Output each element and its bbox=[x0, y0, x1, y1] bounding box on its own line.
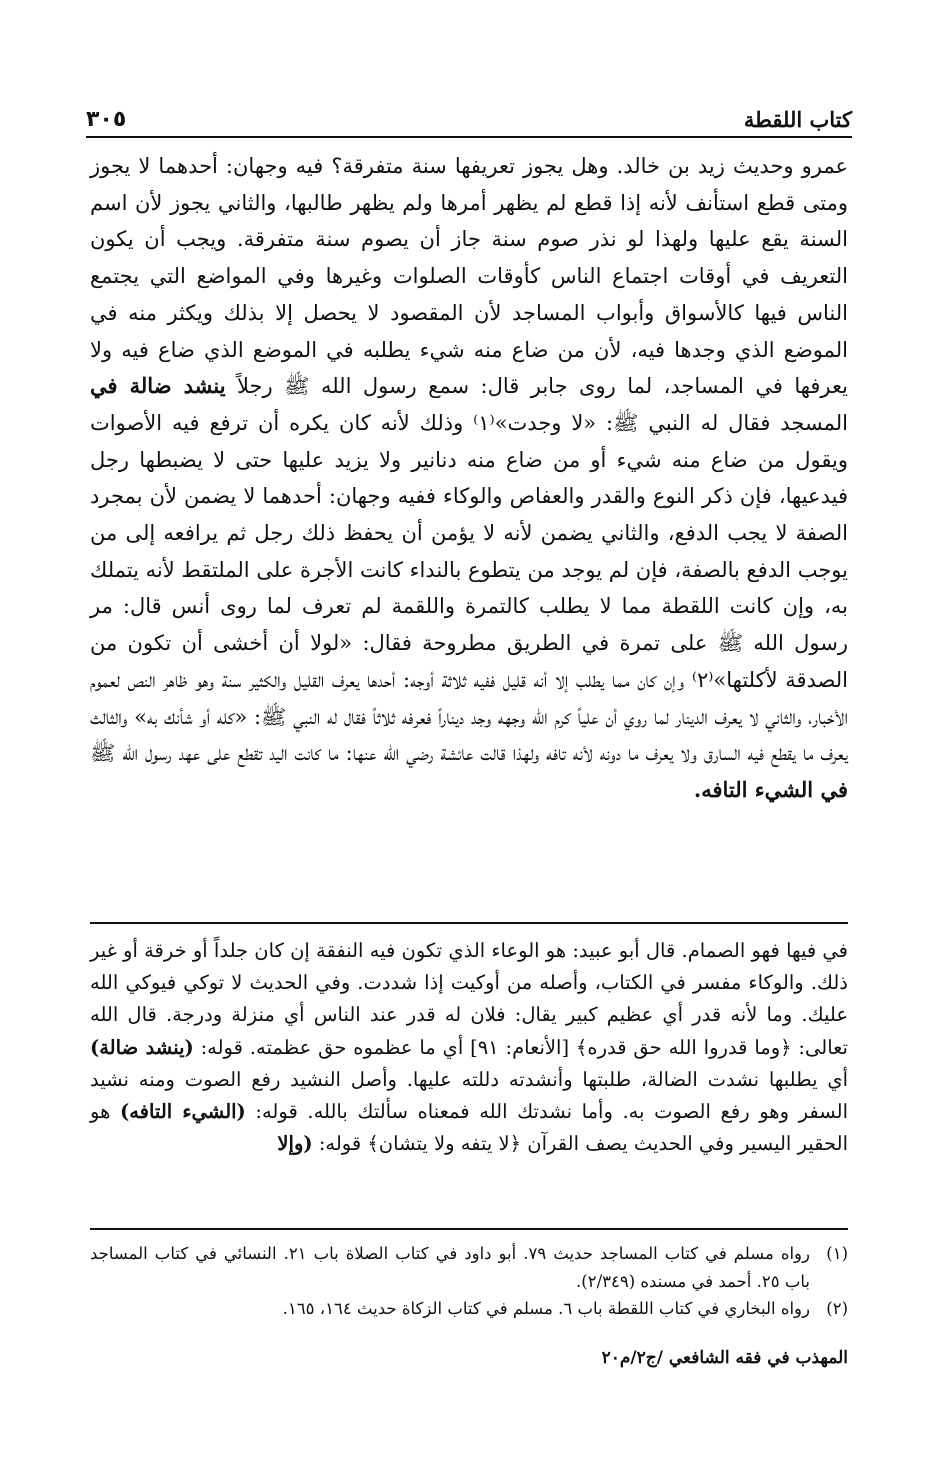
main-paragraph bbox=[90, 148, 848, 809]
main-text-part-2: المسجد فقال له النبي ﷺ: «لا وجدت»⁽١⁾ وذلك لأنه كان يكره أن ترفع فيه الأصوات ويقول من ضاع منه شيء أو من ضاع منه دنانير ولا يزيد عليها حتى لا يضبطها رجل فيدعيها، فإن ذكر النوع والقدر والعفاص والوكاء ففيه وجهان: أحدهما لا يضمن لأن بمجرد الصفة لا يجب الدفع، والثاني يضمن لأنه لا يؤمن أن يحفظ ذلك رجل ثم يرافعه إلى من يوجب الدفع بالصفة، فإن لم يوجد من يتطوع بالنداء كانت الأجرة على الملتقط لأنه يتملك به، وإن كانت اللقطة مما لا يطلب كالتمرة واللقمة لم تعرف لما روى أنس قال: مر رسول الله ﷺ على تمرة في الطريق مطروحة فقال: «لولا أن أخشى أن تكون من الصدقة لأكلتها»⁽٢⁾ وإن كان مما يطلب إلا أنه قليل ففيه ثلاثة أوجه: أحدها يعرف القليل والكثير سنة وهو ظاهر النص لعموم الأخبار، والثاني لا يعرف الدينار لما روي أن علياً كرم الله وجهه وجد ديناراً فعرفه ثلاثاً فقال له النبي ﷺ: «كله أو شأنك به» والثالث يعرف ما يقطع فيه السارق ولا يعرف ما دونه لأنه تافه ولهذا قالت عائشة رضي الله عنها: ما كانت اليد تقطع على عهد رسول الله ﷺ bbox=[90, 410, 848, 766]
commentary-bold-2: (الشيء التافه) bbox=[119, 1100, 246, 1124]
commentary-bold-3: (وإلا bbox=[277, 1132, 313, 1156]
commentary-part-3: هو الحقير اليسير وفي الحديث يصف القرآن ﴿لا يتفه ولا يتشان﴾ قوله: bbox=[90, 1100, 848, 1156]
main-text bbox=[90, 148, 848, 809]
page-header bbox=[86, 92, 852, 138]
footnote-divider bbox=[90, 1228, 848, 1230]
main-text-bold-1: ينشد ضالة في bbox=[90, 373, 226, 399]
footnote-text: رواه البخاري في كتاب اللقطة باب ٦. مسلم في كتاب الزكاة حديث ١٦٤، ١٦٥. bbox=[282, 1299, 810, 1318]
page-footer: المهذب في فقه الشافعي /ج٢/م٢٠ bbox=[601, 1348, 848, 1368]
main-text-bold-2: في الشيء التافه. bbox=[693, 776, 848, 802]
footnote-1 bbox=[90, 1240, 848, 1295]
footnotes bbox=[90, 1240, 848, 1323]
commentary-paragraph bbox=[90, 935, 848, 1160]
footnote-text: رواه مسلم في كتاب المساجد حديث ٧٩. أبو داود في كتاب الصلاة باب ٢١. النسائي في كتاب المساجد باب ٢٥. أحمد في مسنده (٢/٣٤٩). bbox=[90, 1244, 810, 1291]
footnote-number: (١) bbox=[826, 1244, 848, 1263]
commentary-bold-1: (ينشد ضالة) bbox=[90, 1035, 194, 1059]
commentary-part-1: في فيها فهو الصمام. قال أبو عبيد: هو الوعاء الذي تكون فيه النفقة إن كان جلداً أو خرقة أو غير ذلك. والوكاء مفسر في الكتاب، وأصله من أوكيت إذا شددت. وفي الحديث لا توكي فيوكي الله عليك. وما لأنه قدر أي عظيم كبير يقال: فلان له قدر عند الناس أي منزلة ودرجة. قال الله تعالى: ﴿وما قدروا الله حق قدره﴾ [الأنعام: ٩١] أي ما عظموه حق عظمته. قوله: bbox=[90, 939, 848, 1059]
footnote-2 bbox=[90, 1295, 848, 1323]
footnote-number: (٢) bbox=[826, 1299, 848, 1318]
commentary-divider bbox=[90, 922, 848, 924]
running-title: كتاب اللقطة bbox=[743, 107, 852, 132]
page-number: ٣٠٥ bbox=[86, 107, 127, 132]
commentary-text bbox=[90, 935, 848, 1160]
commentary-part-2: أي يطلبها نشدت الضالة، طلبتها وأنشدته دللته عليها. وأصل النشيد رفع الصوت ومنه نشيد السفر وهو رفع الصوت به. وأما نشدتك الله فمعناه سألتك بالله. قوله: bbox=[90, 1067, 848, 1124]
main-text-part-1: عمرو وحديث زيد بن خالد. وهل يجوز تعريفها سنة متفرقة؟ فيه وجهان: أحدهما لا يجوز ومتى قطع استأنف لأنه إذا قطع لم يظهر أمرها ولم يظهر طالبها، والثاني يجوز لأن اسم السنة يقع عليها ولهذا لو نذر صوم سنة جاز أن يصوم سنة متفرقة. ويجب أن يكون التعريف في أوقات اجتماع الناس كأوقات الصلوات وغيرها وفي المواضع التي يجتمع الناس فيها كالأسواق وأبواب المساجد لأن المقصود لا يحصل إلا بذلك ويكثر منه في الموضع الذي وجدها فيه، لأن من ضاع منه شيء يطلبه في الموضع الذي ضاع فيه ولا يعرفها في المساجد، لما روى جابر قال: سمع رسول الله ﷺ رجلاً bbox=[90, 154, 848, 399]
